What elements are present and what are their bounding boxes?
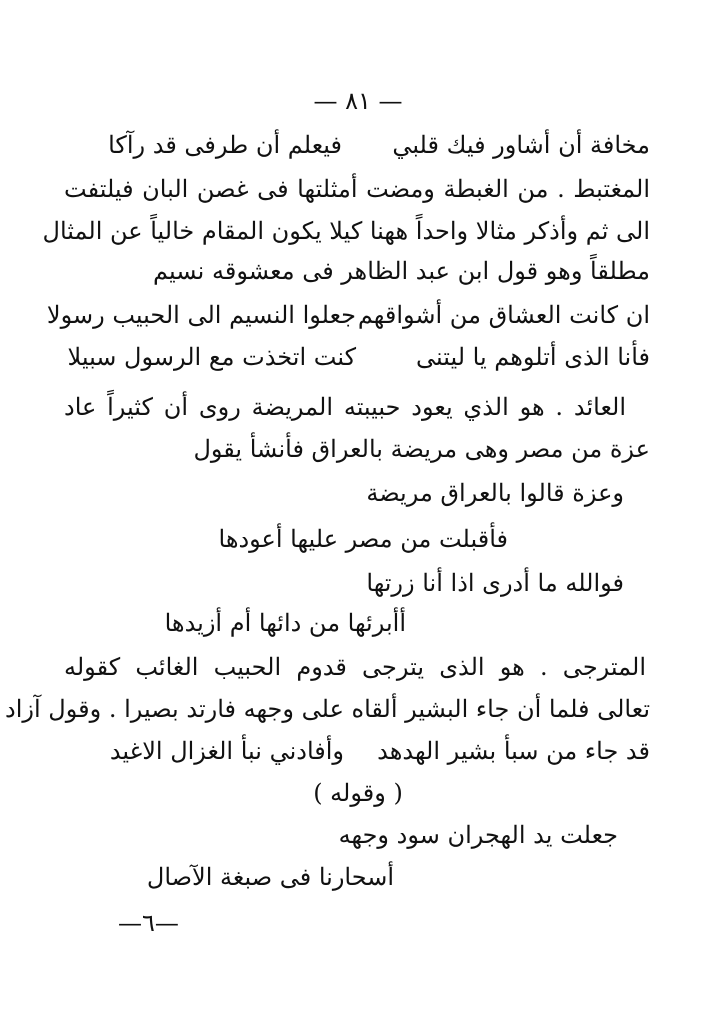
text-line-13: المترجى . هو الذى يترجى قدوم الحبيب الغائب كقوله <box>64 653 646 681</box>
verse-4-second-hemistich: وأفادني نبأ الغزال الاغيد <box>109 737 344 765</box>
verse-4-first-hemistich: قد جاء من سبأ بشير الهدهد <box>377 737 650 765</box>
poem-line-4: أأبرئها من دائها أم أزيدها <box>164 609 406 637</box>
text-line-3: الى ثم وأذكر مثالا واحداً ههنا كيلا يكون المقام خالياً عن المثال <box>42 217 650 245</box>
section-label: ( وقوله ) <box>313 779 403 807</box>
verse-1-second-hemistich: فيعلم أن طرفى قد رآكا <box>108 131 342 159</box>
verse-2-first-hemistich: ان كانت العشاق من أشواقهم <box>357 301 650 329</box>
poem-line-6: أسحارنا فى صبغة الآصال <box>146 863 394 891</box>
text-line-8: عزة من مصر وهى مريضة بالعراق فأنشأ يقول <box>193 435 650 463</box>
verse-1-first-hemistich: مخافة أن أشاور فيك قلبي <box>392 131 650 159</box>
verse-3-second-hemistich: كنت اتخذت مع الرسول سبيلا <box>67 343 356 371</box>
text-line-4: مطلقاً وهو قول ابن عبد الظاهر فى معشوقه نسيم <box>153 257 650 285</box>
text-line-7: العائد . هو الذي يعود حبيبته المريضة روى أن كثيراً عاد <box>64 393 626 421</box>
poem-line-2: فأقبلت من مصر عليها أعودها <box>218 525 508 553</box>
verse-3-first-hemistich: فأنا الذى أتلوهم يا ليتنى <box>415 343 650 371</box>
poem-line-3: فوالله ما أدرى اذا أنا زرتها <box>366 569 624 597</box>
poem-line-5: جعلت يد الهجران سود وجهه <box>338 821 618 849</box>
signature-mark: —٦— <box>118 909 179 937</box>
verse-2-second-hemistich: جعلوا النسيم الى الحبيب رسولا <box>46 301 356 329</box>
page-number: — ٨١ — <box>313 87 403 115</box>
text-line-14: تعالى فلما أن جاء البشير ألقاه على وجهه فارتد بصيرا . وقول آزاد <box>5 695 650 723</box>
text-line-2: المغتبط . من الغبطة ومضت أمثلتها فى غصن البان فيلتفت <box>64 175 651 203</box>
poem-line-1: وعزة قالوا بالعراق مريضة <box>366 479 624 507</box>
